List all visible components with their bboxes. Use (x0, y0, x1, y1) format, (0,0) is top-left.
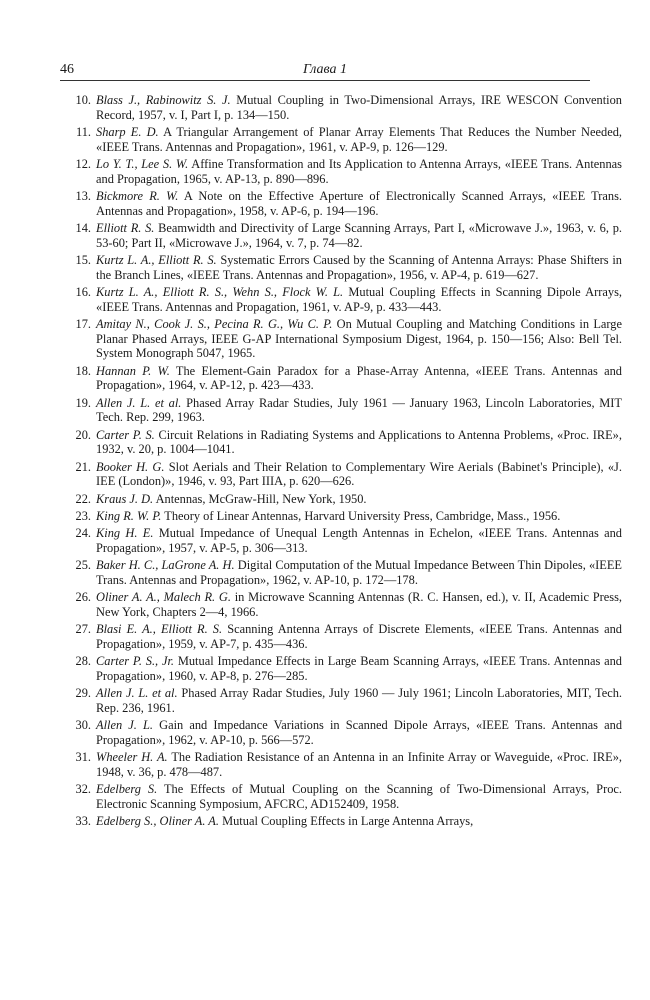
reference-text: Beamwidth and Directivity of Large Scanning Arrays, Part I, «Microwave J.», 1963, v. 6, p. 53-60; Part II, «Microwave J.», 1964, v. 7, p. 74—82. (96, 220, 622, 250)
reference-body (96, 428, 622, 458)
reference-body (96, 189, 622, 219)
reference-body (96, 492, 622, 507)
reference-text: A Triangular Arrangement of Planar Array Elements That Reduces the Number Needed, «IEEE Trans. Antennas and Propagation», 1961, v. AP-9, p. 126—129. (96, 124, 622, 154)
reference-number: 27. (75, 621, 91, 636)
reference-item (60, 317, 622, 361)
reference-number: 19. (75, 395, 91, 410)
reference-authors: King R. W. P. (96, 508, 162, 523)
reference-item (60, 189, 622, 219)
reference-text: The Element-Gain Paradox for a Phase-Array Antenna, «IEEE Trans. Antennas and Propagation», 1964, v. AP-12, p. 423—433. (96, 363, 622, 393)
reference-number: 26. (75, 589, 91, 604)
reference-authors: Carter P. S., Jr. (96, 653, 175, 668)
reference-list (60, 93, 622, 831)
reference-number: 28. (75, 653, 91, 668)
reference-number: 18. (75, 363, 91, 378)
reference-authors: Carter P. S. (96, 427, 155, 442)
reference-text: Antennas, McGraw-Hill, New York, 1950. (155, 491, 367, 506)
reference-authors: Kurtz L. A., Elliott R. S. (96, 252, 217, 267)
reference-item (60, 428, 622, 458)
reference-number: 13. (75, 188, 91, 203)
reference-text: Circuit Relations in Radiating Systems and Applications to Antenna Problems, «Proc. IRE», 1932, v. 20, p. 1004—1041. (96, 427, 622, 457)
reference-item (60, 526, 622, 556)
reference-authors: Edelberg S., Oliner A. A. (96, 813, 219, 828)
reference-item (60, 509, 622, 524)
reference-text: The Radiation Resistance of an Antenna in an Infinite Array or Waveguide, «Proc. IRE», 1948, v. 36, p. 478—487. (96, 749, 622, 779)
reference-authors: Amitay N., Cook J. S., Pecina R. G., Wu C. P. (96, 316, 333, 331)
reference-item (60, 686, 622, 716)
reference-body (96, 460, 622, 490)
reference-body (96, 558, 622, 588)
reference-text: A Note on the Effective Aperture of Electronically Scanned Arrays, «IEEE Trans. Antennas and Propagation», 1958, v. AP-6, p. 194—196. (96, 188, 622, 218)
reference-authors: Bickmore R. W. (96, 188, 179, 203)
reference-text: The Effects of Mutual Coupling on the Scanning of Two-Dimensional Arrays, Proc. Electronic Scanning Symposium, AFCRC, AD152409, 1958. (96, 781, 622, 811)
reference-body (96, 253, 622, 283)
reference-body (96, 590, 622, 620)
reference-body (96, 125, 622, 155)
reference-number: 10. (75, 93, 91, 107)
reference-text: Mutual Coupling Effects in Large Antenna Arrays, (222, 813, 474, 828)
reference-text: Digital Computation of the Mutual Impedance Between Thin Dipoles, «IEEE Trans. Antennas and Propagation», 1962, v. AP-10, p. 172—178. (96, 557, 623, 587)
reference-authors: King H. E. (96, 525, 154, 540)
reference-text: On Mutual Coupling and Matching Conditions in Large Planar Phased Arrays, IEEE G-AP International Symposium Digest, 1964, p. 150—156; Also: Bell Tel. System Monograph 5047, 1965. (96, 316, 622, 361)
reference-item (60, 253, 622, 283)
reference-number: 16. (75, 284, 91, 299)
reference-number: 32. (75, 781, 91, 796)
reference-authors: Booker H. G. (96, 459, 165, 474)
reference-authors: Allen J. L. et al. (96, 395, 182, 410)
reference-item (60, 125, 622, 155)
reference-text: Mutual Coupling Effects in Scanning Dipole Arrays, «IEEE Trans. Antennas and Propagation, 1961, v. AP-9, p. 433—443. (96, 284, 622, 314)
reference-text: Mutual Impedance of Unequal Length Antennas in Echelon, «IEEE Trans. Antennas and Propagation», 1957, v. AP-5, p. 306—313. (96, 525, 622, 555)
reference-item (60, 718, 622, 748)
reference-item (60, 492, 622, 507)
reference-authors: Hannan P. W. (96, 363, 170, 378)
reference-authors: Kurtz L. A., Elliott R. S., Wehn S., Flock W. L. (96, 284, 344, 299)
reference-item (60, 750, 622, 780)
reference-number: 31. (75, 749, 91, 764)
reference-text: Mutual Impedance Effects in Large Beam Scanning Arrays, «IEEE Trans. Antennas and Propagation», 1960, v. AP-8, p. 276—285. (96, 653, 622, 683)
reference-number: 20. (75, 427, 91, 442)
reference-item (60, 364, 622, 394)
reference-authors: Wheeler H. A. (96, 749, 168, 764)
reference-authors: Edelberg S. (96, 781, 158, 796)
reference-body (96, 364, 622, 394)
reference-body (96, 654, 622, 684)
page-header (60, 58, 590, 81)
reference-text: Phased Array Radar Studies, July 1961 — January 1963, Lincoln Laboratories, MIT Tech. Rep. 299, 1963. (96, 395, 622, 425)
reference-number: 33. (75, 813, 91, 828)
reference-number: 23. (75, 508, 91, 523)
reference-text: in Microwave Scanning Antennas (R. C. Hansen, ed.), v. II, Academic Press, New York, Chapters 2—4, 1966. (96, 589, 622, 619)
reference-body (96, 396, 622, 426)
reference-text: Scanning Antenna Arrays of Discrete Elements, «IEEE Trans. Antennas and Propagation», 1959, v. AP-7, p. 435—436. (96, 621, 622, 651)
reference-body (96, 93, 622, 123)
reference-body (96, 622, 622, 652)
reference-text: Phased Array Radar Studies, July 1960 — July 1961; Lincoln Laboratories, MIT, Tech. Rep. 236, 1961. (96, 685, 622, 715)
reference-item (60, 558, 622, 588)
reference-number: 12. (75, 156, 91, 171)
reference-body (96, 221, 622, 251)
reference-authors: Blasi E. A., Elliott R. S. (96, 621, 223, 636)
reference-item (60, 285, 622, 315)
reference-text: Theory of Linear Antennas, Harvard University Press, Cambridge, Mass., 1956. (164, 508, 561, 523)
reference-body (96, 157, 622, 187)
reference-text: Mutual Coupling in Two-Dimensional Arrays, IRE WESCON Convention Record, 1957, v. I, Part I, p. 134—150. (96, 93, 623, 122)
reference-number: 30. (75, 717, 91, 732)
reference-item (60, 590, 622, 620)
reference-authors: Allen J. L. (96, 717, 153, 732)
reference-authors: Kraus J. D. (96, 491, 154, 506)
reference-item (60, 396, 622, 426)
reference-item (60, 782, 622, 812)
reference-item (60, 814, 622, 829)
reference-authors: Elliott R. S. (96, 220, 155, 235)
reference-item (60, 221, 622, 251)
reference-body (96, 285, 622, 315)
reference-authors: Oliner A. A., Malech R. G. (96, 589, 231, 604)
reference-number: 22. (75, 491, 91, 506)
reference-number: 29. (75, 685, 91, 700)
reference-authors: Sharp E. D. (96, 124, 159, 139)
reference-body (96, 814, 622, 829)
reference-body (96, 750, 622, 780)
reference-number: 15. (75, 252, 91, 267)
reference-body (96, 686, 622, 716)
reference-authors: Blass J., Rabinowitz S. J. (96, 93, 231, 107)
reference-authors: Baker H. C., LaGrone A. H. (96, 557, 235, 572)
reference-text: Affine Transformation and Its Application to Antenna Arrays, «IEEE Trans. Antennas and Propagation, 1965, v. AP-13, p. 890—896. (96, 156, 622, 186)
reference-text: Gain and Impedance Variations in Scanned Dipole Arrays, «IEEE Trans. Antennas and Propagation», 1962, v. AP-10, p. 566—572. (96, 717, 623, 747)
reference-item (60, 654, 622, 684)
reference-number: 24. (75, 525, 91, 540)
reference-body (96, 718, 622, 748)
reference-number: 21. (75, 459, 91, 474)
reference-authors: Lo Y. T., Lee S. W. (96, 156, 189, 171)
chapter-title: Глава 1 (303, 62, 347, 77)
reference-number: 17. (75, 316, 91, 331)
reference-item (60, 460, 622, 490)
reference-text: Systematic Errors Caused by the Scanning of Antenna Arrays: Phase Shifters in the Branch Lines, «IEEE Trans. Antennas and Propagation», 1956, v. AP-4, p. 619—627. (96, 252, 622, 282)
reference-item (60, 622, 622, 652)
reference-authors: Allen J. L. et al. (96, 685, 178, 700)
reference-text: Slot Aerials and Their Relation to Complementary Wire Aerials (Babinet's Principle), «J. IEE (London)», 1946, v. 93, Part IIIA, p. 620—626. (96, 459, 622, 489)
reference-body (96, 782, 622, 812)
reference-item (60, 93, 622, 123)
reference-body (96, 526, 622, 556)
reference-number: 11. (75, 124, 91, 139)
reference-item (60, 157, 622, 187)
page-number: 46 (60, 62, 74, 77)
reference-number: 25. (75, 557, 91, 572)
reference-body (96, 317, 622, 361)
reference-body (96, 509, 622, 524)
reference-number: 14. (75, 220, 91, 235)
